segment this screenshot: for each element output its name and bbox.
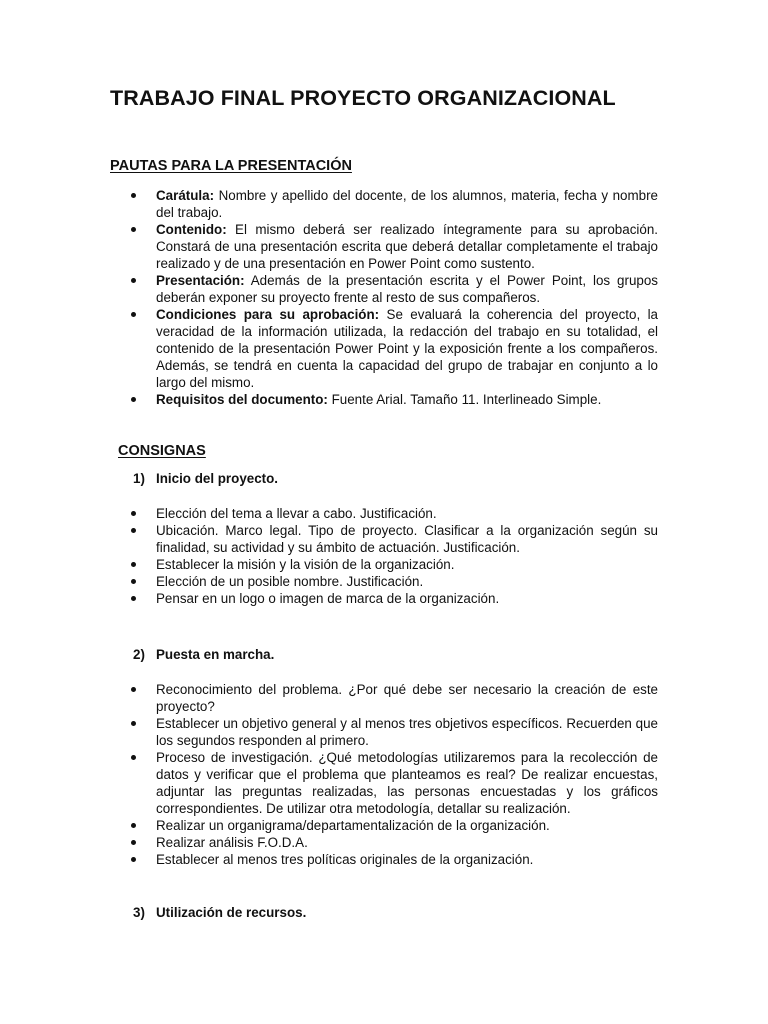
bullet-icon — [131, 227, 136, 232]
bullet-icon — [131, 721, 136, 726]
list-item — [0, 573, 658, 590]
list-item — [0, 681, 658, 715]
section-number: 3) — [133, 905, 145, 920]
list-item — [0, 749, 658, 817]
item-label: Presentación: — [156, 273, 245, 288]
consignas-heading: CONSIGNAS — [118, 443, 206, 459]
bullet-icon — [131, 596, 136, 601]
bullet-icon — [131, 511, 136, 516]
item-text: Realizar un organigrama/departamentalización de la organización. — [156, 818, 550, 833]
section-1-heading — [133, 471, 278, 486]
bullet-icon — [131, 278, 136, 283]
bullet-icon — [131, 755, 136, 760]
item-text: Elección del tema a llevar a cabo. Justificación. — [156, 506, 437, 521]
item-text: Establecer la misión y la visión de la organización. — [156, 557, 455, 572]
item-text: Realizar análisis F.O.D.A. — [156, 835, 308, 850]
section-2-heading — [133, 647, 274, 662]
bullet-icon — [131, 579, 136, 584]
list-item — [0, 221, 658, 272]
list-item — [0, 391, 658, 408]
pautas-list — [0, 187, 768, 408]
item-text: Elección de un posible nombre. Justificación. — [156, 574, 424, 589]
item-text: Nombre y apellido del docente, de los alumnos, materia, fecha y nombre del trabajo. — [156, 188, 658, 220]
item-text: Reconocimiento del problema. ¿Por qué debe ser necesario la creación de este proyecto? — [156, 682, 658, 714]
section-2-list — [0, 681, 768, 868]
item-text: Además de la presentación escrita y el Power Point, los grupos deberán exponer su proyecto frente al resto de sus compañeros. — [156, 273, 658, 305]
list-item — [0, 851, 658, 868]
list-item — [0, 272, 658, 306]
list-item — [0, 556, 658, 573]
section-1-list — [0, 505, 768, 607]
bullet-icon — [131, 312, 136, 317]
bullet-icon — [131, 397, 136, 402]
section-title: Utilización de recursos. — [156, 905, 307, 920]
bullet-icon — [131, 528, 136, 533]
item-text: Ubicación. Marco legal. Tipo de proyecto. Clasificar a la organización según su finalidad, su actividad y su ámbito de actuación. Justificación. — [156, 523, 658, 555]
list-item — [0, 590, 658, 607]
list-item — [0, 522, 658, 556]
list-item — [0, 834, 658, 851]
bullet-icon — [131, 193, 136, 198]
item-label: Contenido: — [156, 222, 227, 237]
item-label: Carátula: — [156, 188, 215, 203]
list-item — [0, 817, 658, 834]
section-title: Puesta en marcha. — [156, 647, 275, 662]
bullet-icon — [131, 823, 136, 828]
section-3-heading — [133, 905, 306, 920]
list-item — [0, 306, 658, 391]
list-item — [0, 187, 658, 221]
section-number: 1) — [133, 471, 145, 486]
item-text: Establecer al menos tres políticas originales de la organización. — [156, 852, 534, 867]
item-text: Proceso de investigación. ¿Qué metodologías utilizaremos para la recolección de datos y verificar que el problema que planteamos es real? De realizar encuestas, adjuntar las preguntas realizadas, las personas encuestadas y los gráficos correspondientes. De utilizar otra metodología, detallar su realización. — [156, 750, 658, 816]
list-item — [0, 505, 658, 522]
item-text: Fuente Arial. Tamaño 11. Interlineado Simple. — [327, 392, 602, 407]
item-label: Requisitos del documento: — [156, 392, 328, 407]
bullet-icon — [131, 562, 136, 567]
item-text: Pensar en un logo o imagen de marca de la organización. — [156, 591, 500, 606]
item-text: Se evaluará la coherencia del proyecto, la veracidad de la información utilizada, la redacción del trabajo en su totalidad, el contenido de la presentación Power Point y la exposición frente a los compañeros. Además, se tendrá en cuenta la capacidad del grupo de trabajar en conjunto a lo largo del mismo. — [156, 307, 658, 390]
pautas-heading: PAUTAS PARA LA PRESENTACIÓN — [110, 158, 352, 174]
item-text: Establecer un objetivo general y al menos tres objetivos específicos. Recuerden que los segundos responden al primero. — [156, 716, 658, 748]
bullet-icon — [131, 840, 136, 845]
item-label: Condiciones para su aprobación: — [156, 307, 380, 322]
item-text: El mismo deberá ser realizado íntegramente para su aprobación. Constará de una presentación escrita que deberá detallar completamente el trabajo realizado y de una presentación en Power Point como sustento. — [156, 222, 658, 271]
bullet-icon — [131, 857, 136, 862]
document-title: TRABAJO FINAL PROYECTO ORGANIZACIONAL — [110, 86, 616, 110]
bullet-icon — [131, 687, 136, 692]
list-item — [0, 715, 658, 749]
section-title: Inicio del proyecto. — [156, 471, 279, 486]
section-number: 2) — [133, 647, 145, 662]
